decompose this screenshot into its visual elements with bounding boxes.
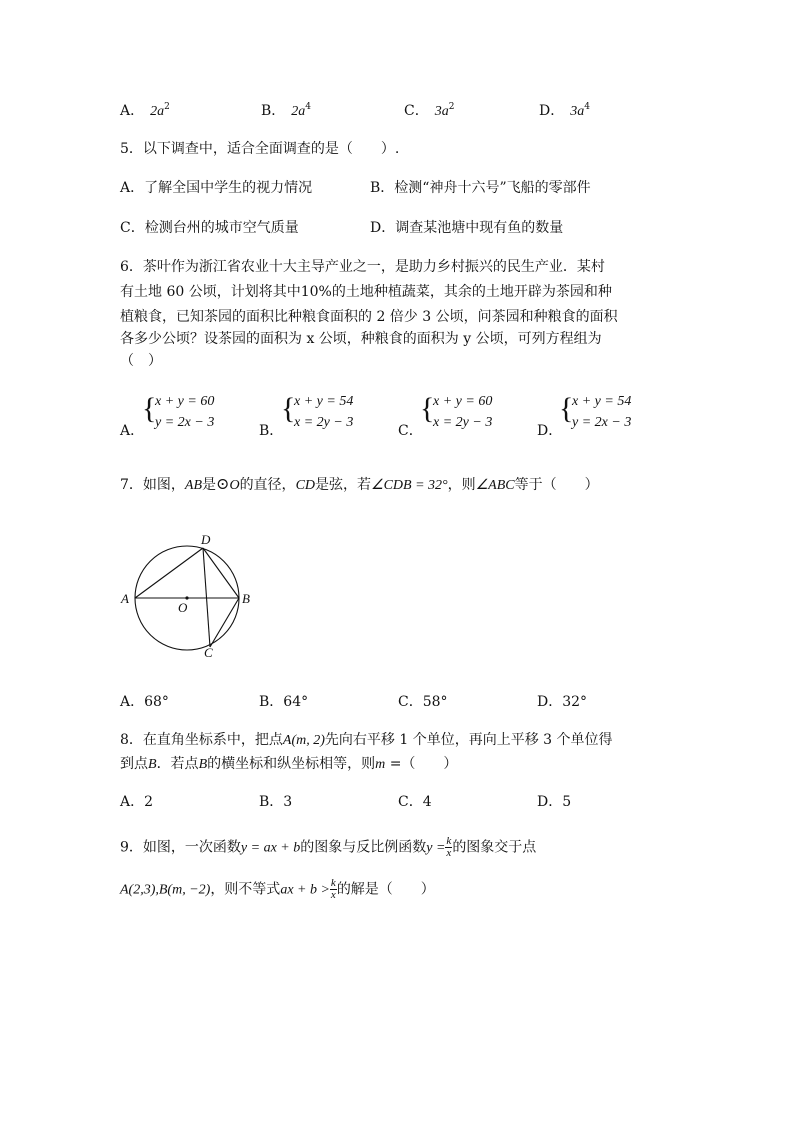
q6-line-4: 各多少公顷？设茶园的面积为 x 公顷，种粮食的面积为 y 公顷，可列方程组为 — [120, 331, 602, 347]
q9-k: k — [446, 835, 452, 847]
q9-part4: ，则不等式 — [210, 881, 281, 898]
q8-b2: B — [198, 757, 208, 772]
q4-option-c[interactable]: C． $3a^2$ — [404, 102, 455, 119]
q8-b: B — [148, 757, 157, 772]
q7-num: 7．如图， — [120, 477, 185, 493]
q8-part2: 先向右平移 1 个单位，再向上平移 3 个单位得 — [324, 732, 613, 748]
q7-angle-abc: ∠ABC — [475, 478, 515, 493]
segment-ad — [135, 548, 203, 598]
q4-option-a[interactable]: A． $2a^2$ — [120, 102, 170, 119]
circle-figure — [116, 526, 266, 666]
q7-then: ，则 — [447, 477, 476, 493]
q8-line-2 — [120, 753, 457, 773]
q9-points: A(2,3),B(m, −2) — [120, 882, 211, 898]
brace-icon: { — [559, 392, 574, 425]
q8-part1: 8．在直角坐标系中，把点 — [120, 732, 283, 748]
q6-d-eq2: y = 2x − 3 — [572, 415, 632, 430]
q6-option-c-letter: C． — [398, 423, 423, 439]
label-d: D — [201, 532, 211, 547]
q9-fraction-2 — [330, 878, 337, 901]
q7-stem — [120, 474, 599, 494]
q6-option-b-letter: B． — [259, 423, 284, 439]
label-o: O — [178, 600, 188, 615]
q7-equals: 等于（ ） — [514, 477, 599, 493]
q9-line-1 — [120, 836, 536, 859]
q6-d-eq1: x + y = 54 — [572, 394, 632, 409]
q7-angle-cdb: ∠CDB = 32° — [371, 478, 448, 493]
q9-x: x — [446, 847, 452, 859]
q8-line2a: 到点 — [120, 756, 148, 772]
q6-c-eq2: x = 2y − 3 — [433, 415, 493, 430]
q6-line-3: 植粮食，已知茶园的面积比种粮食面积的 2 倍少 3 公顷，问茶园和种粮食的面积 — [120, 309, 618, 325]
q8-point-a: A(m, 2) — [282, 733, 325, 748]
q9-inv-left: y = — [426, 840, 446, 856]
q6-b-eq2: x = 2y − 3 — [294, 415, 354, 430]
q6-line-1: 6．茶叶作为浙江省农业十大主导产业之一，是助力乡村振兴的民生产业．某村 — [120, 259, 605, 275]
q6-c-eq1: x + y = 60 — [433, 394, 493, 409]
brace-icon: { — [142, 392, 157, 425]
q9-line-2 — [120, 878, 435, 901]
segment-db — [203, 548, 239, 598]
q7-diam: 的直径， — [239, 477, 296, 493]
q6-a-eq2: y = 2x − 3 — [155, 415, 215, 430]
q6-option-a-letter: A． — [120, 423, 145, 439]
q9-part3: 的图象交于点 — [452, 839, 537, 856]
q5-stem: 5．以下调查中，适合全面调查的是（ ）. — [120, 141, 400, 157]
q7-cd: CD — [295, 478, 316, 493]
q8-m: m — [375, 757, 386, 772]
q9-part1: 9．如图，一次函数 — [120, 839, 241, 856]
q9-part5: 的解是（ ） — [336, 881, 435, 898]
q9-linear-fn: y = ax + b — [240, 840, 301, 856]
q9-ineq: ax + b > — [280, 882, 330, 898]
q7-o: O — [229, 478, 240, 493]
q8-option-d[interactable]: D．5 — [537, 794, 572, 810]
label-b: B — [242, 591, 250, 606]
brace-icon: { — [420, 392, 435, 425]
q9-part2: 的图象与反比例函数 — [300, 839, 427, 856]
q6-b-eq1: x + y = 54 — [294, 394, 354, 409]
q6-line-2: 有土地 60 公顷，计划将其中10%的土地种植蔬菜，其余的土地开辟为茶园和种 — [120, 284, 612, 300]
q5-option-d[interactable]: D．调查某池塘中现有鱼的数量 — [370, 220, 564, 236]
circle-symbol-icon: ⊙ — [216, 474, 230, 493]
q6-a-eq1: x + y = 60 — [155, 394, 215, 409]
brace-icon: { — [281, 392, 296, 425]
q4-option-b[interactable]: B． $2a^4$ — [261, 102, 312, 119]
q9-k2: k — [330, 877, 336, 889]
q5-option-b[interactable]: B．检测“神舟十六号”飞船的零部件 — [370, 180, 591, 196]
q5-option-c[interactable]: C．检测台州的城市空气质量 — [120, 220, 299, 236]
q8-line-1 — [120, 729, 613, 749]
q8-option-b[interactable]: B．3 — [259, 794, 293, 810]
label-c: C — [204, 645, 213, 660]
q7-chord: 是弦，若 — [315, 477, 372, 493]
q8-line2d: =（ ） — [385, 756, 458, 772]
q4-option-d[interactable]: D． $3a^4$ — [539, 102, 590, 119]
q6-option-d-letter: D． — [537, 423, 563, 439]
label-a: A — [121, 591, 129, 606]
q7-ab: AB — [184, 478, 203, 493]
q5-option-a[interactable]: A．了解全国中学生的视力情况 — [120, 180, 313, 196]
q8-option-a[interactable]: A．2 — [120, 794, 154, 810]
q6-line-5: （ ） — [120, 353, 162, 369]
q7-option-b[interactable]: B．64° — [259, 694, 309, 710]
q8-line2c: 的横坐标和纵坐标相等，则 — [207, 756, 376, 772]
q8-option-c[interactable]: C．4 — [398, 794, 432, 810]
q7-option-a[interactable]: A．68° — [120, 694, 169, 710]
q9-x2: x — [330, 889, 336, 901]
q8-line2b: ．若点 — [156, 756, 199, 772]
q7-option-d[interactable]: D．32° — [537, 694, 588, 710]
q7-is: 是 — [202, 477, 217, 493]
segment-cb — [210, 598, 239, 647]
q7-option-c[interactable]: C．58° — [398, 694, 448, 710]
